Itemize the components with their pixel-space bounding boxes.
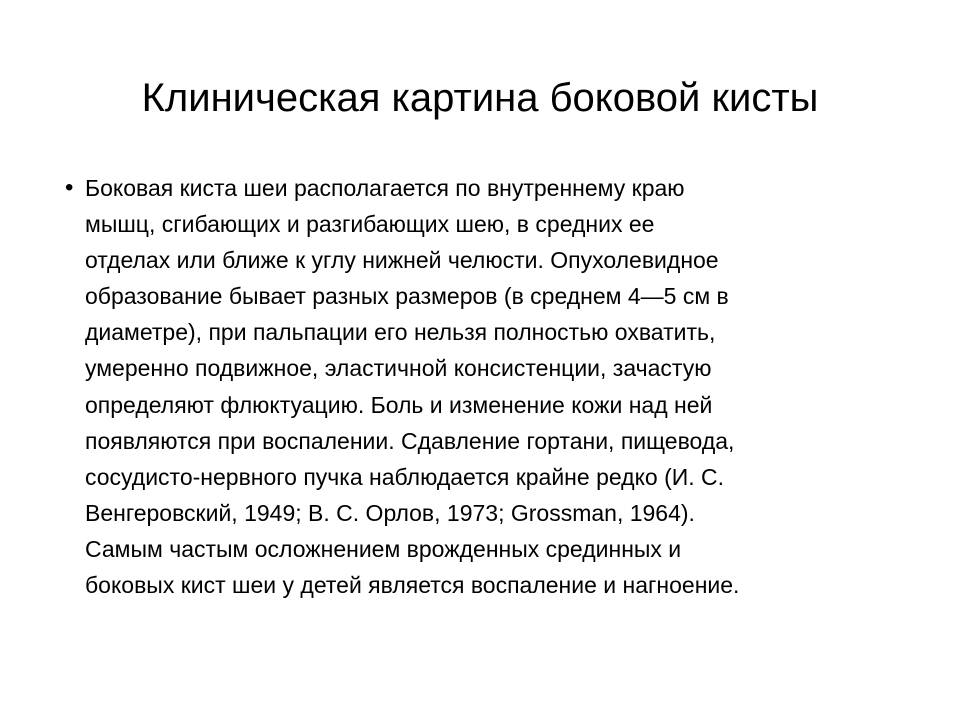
bullet-item [65,170,915,603]
bullet-line: боковых кист шеи у детей является воспаление и нагноение. [85,572,740,599]
bullet-line: появляются при воспалении. Сдавление гортани, пищевода, [85,427,735,454]
bullet-line: определяют флюктуацию. Боль и изменение кожи над ней [85,391,713,418]
slide-content [65,170,915,603]
bullet-dot-icon: • [65,174,74,201]
bullet-line: мышц, сгибающих и разгибающих шею, в средних ее [85,211,655,238]
bullet-line: Боковая киста шеи располагается по внутреннему краю [85,175,685,201]
slide-title: Клиническая картина боковой кисты [141,76,819,120]
bullet-line: образование бывает разных размеров (в среднем 4—5 см в [85,283,729,310]
bullet-line: Самым частым осложнением врожденных срединных и [85,535,682,562]
bullet-line: диаметре), при пальпации его нельзя полностью охватить, [85,319,716,346]
bullet-line: отделах или ближе к углу нижней челюсти. Опухолевидное [85,247,719,274]
bullet-text [85,170,915,603]
bullet-line: умеренно подвижное, эластичной консистенции, зачастую [85,355,712,382]
bullet-line: Венгеровский, 1949; В. С. Орлов, 1973; Grossman, 1964). [85,499,695,526]
bullet-line: сосудисто-нервного пучка наблюдается крайне редко (И. С. [85,463,725,490]
